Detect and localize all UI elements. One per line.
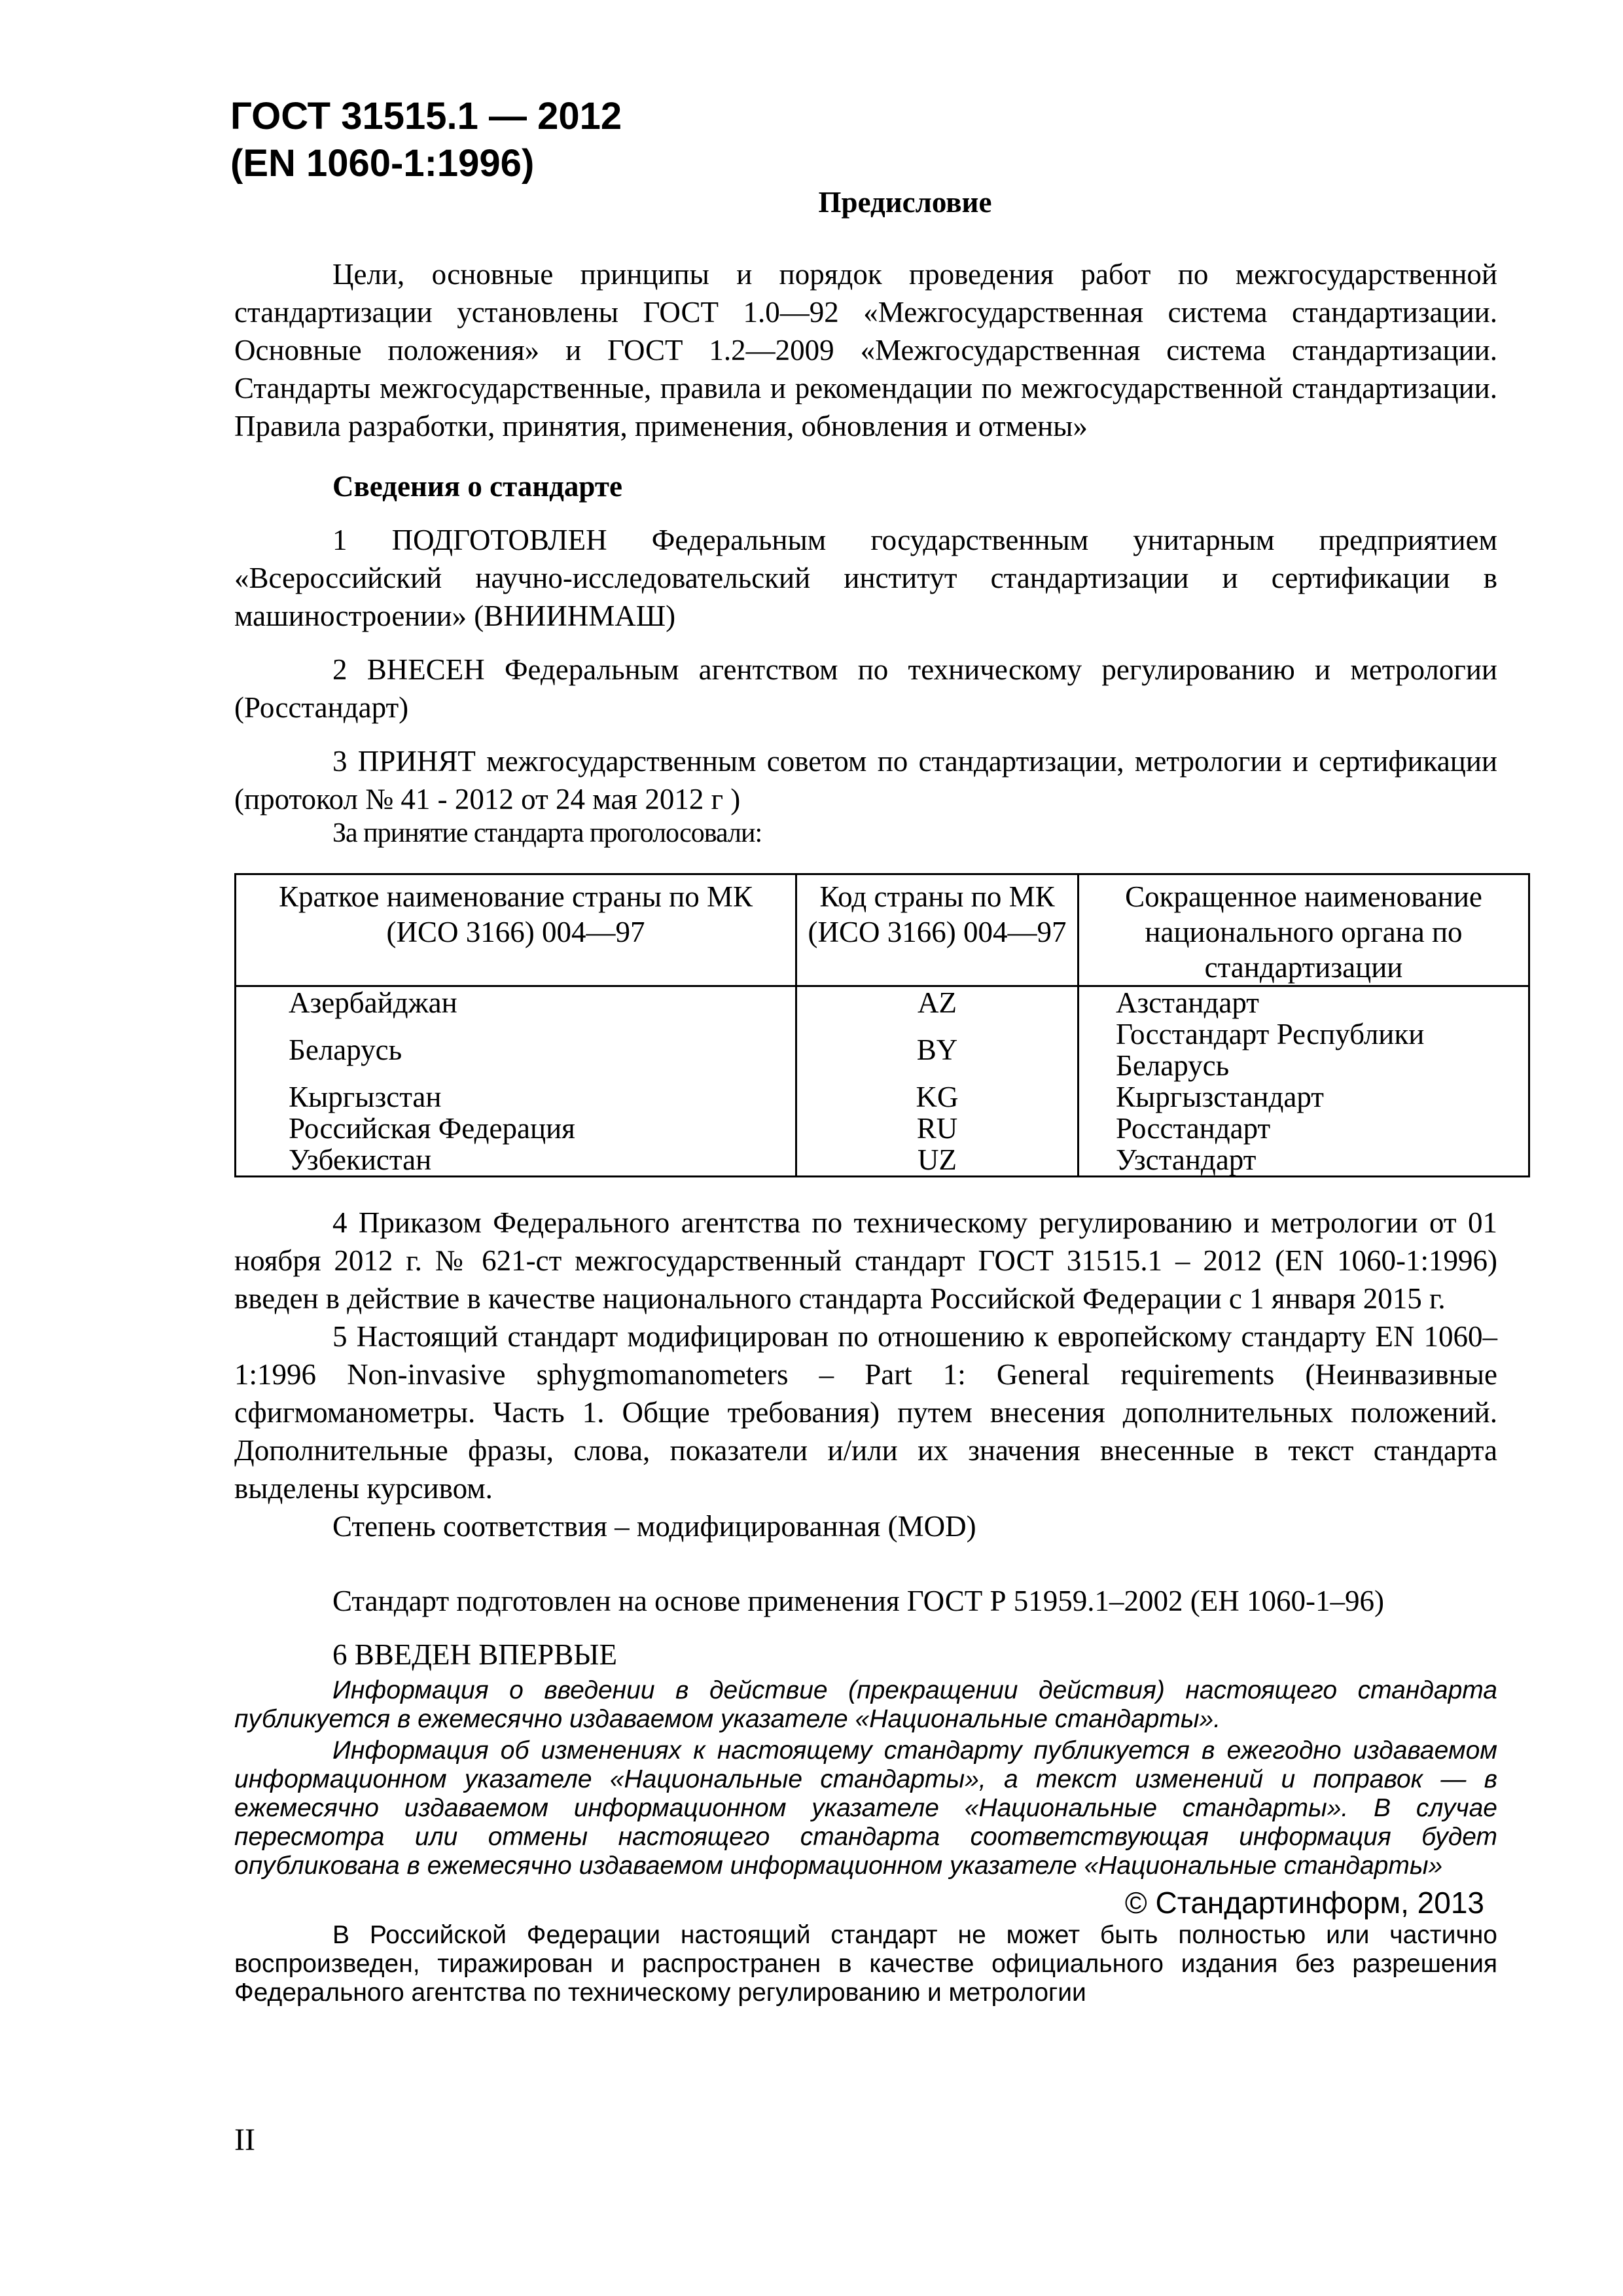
header-national-body: Сокращенное наименование национального органа по стандартизации xyxy=(1079,874,1529,986)
info-item-3: 3 ПРИНЯТ межгосударственным советом по стандартизации, метрологии и сертификации (протокол № 41 - 2012 от 24 мая 2012 г ) xyxy=(234,745,1497,816)
table-row xyxy=(236,1113,1529,1144)
vote-label: За принятие стандарта проголосовали: xyxy=(332,818,762,848)
document-body xyxy=(234,183,1497,2007)
preface-text: Цели, основные принципы и порядок проведения работ по межгосударственной стандартизации установлены ГОСТ 1.0—92 «Межгосударственная система стандартизации. Основные положения» и ГОСТ 1.2—2009 «Межгосударственная система стандартизации. Стандарты межгосударственные, правила и рекомендации по межгосударственной стандартизации. Правила разработки, принятия, применения, обновления и отмены» xyxy=(234,258,1497,442)
info-item-6: 6 ВВЕДЕН ВПЕРВЫЕ xyxy=(332,1638,617,1671)
page-number: II xyxy=(234,2123,255,2157)
table-row xyxy=(236,1144,1529,1177)
info-item-2: 2 ВНЕСЕН Федеральным агентством по техническому регулированию и метрологии (Росстандарт) xyxy=(234,653,1497,724)
national-body: Азстандарт xyxy=(1079,986,1529,1019)
country-name: Беларусь xyxy=(236,1018,796,1081)
conformity-degree: Степень соответствия – модифицированная (MOD) xyxy=(332,1510,976,1543)
national-body: Госстандарт Республики Беларусь xyxy=(1079,1018,1529,1081)
standard-basis: Стандарт подготовлен на основе применения ГОСТ Р 51959.1–2002 (ЕН 1060-1–96) xyxy=(332,1585,1384,1617)
country-code: UZ xyxy=(796,1144,1079,1177)
header-country-name: Краткое наименование страны по МК (ИСО 3166) 004—97 xyxy=(236,874,796,986)
standard-equivalent: (EN 1060-1:1996) xyxy=(230,142,535,185)
countries-table xyxy=(234,873,1530,1177)
info-item-1: 1 ПОДГОТОВЛЕН Федеральным государственным унитарным предприятием «Всероссийский научно-исследовательский институт стандартизации и сертификации в машиностроении» (ВНИИНМАШ) xyxy=(234,524,1497,632)
national-body: Узстандарт xyxy=(1079,1144,1529,1177)
table-header-row xyxy=(236,874,1529,986)
country-code: BY xyxy=(796,1018,1079,1081)
amendments-info-note: Информация об изменениях к настоящему стандарту публикуется в ежегодно издаваемом информационном указателе «Национальные стандарты», а текст изменений и поправок — в ежемесячно издаваемом информационном указателе «Национальные стандарты». В случае пересмотра или отмены настоящего стандарта соответствующая информация будет опубликована в ежемесячно издаваемом информационном указателе «Национальные стандарты» xyxy=(234,1736,1497,1880)
country-name: Узбекистан xyxy=(236,1144,796,1177)
country-name: Российская Федерация xyxy=(236,1113,796,1144)
country-name: Кыргызстан xyxy=(236,1081,796,1113)
copyright-line: © Стандартинформ, 2013 xyxy=(1124,1886,1484,1920)
standard-info-title: Сведения о стандарте xyxy=(332,470,622,503)
table-row xyxy=(236,1018,1529,1081)
info-item-5: 5 Настоящий стандарт модифицирован по отношению к европейскому стандарту EN 1060–1:1996 Non-invasive sphygmomanometers – Part 1: General requirements (Неинвазивные сфигмоманометры. Часть 1. Общие требования) путем внесения дополнительных положений. Дополнительные фразы, слова, показатели и/или их значения внесенные в текст стандарта выделены курсивом. xyxy=(234,1320,1497,1505)
standard-number: ГОСТ 31515.1 — 2012 xyxy=(230,95,622,137)
reproduction-notice: В Российской Федерации настоящий стандарт не может быть полностью или частично воспроизведен, тиражирован и распространен в качестве официального издания без разрешения Федерального агентства по техническому регулированию и метрологии xyxy=(234,1921,1497,2007)
country-code: KG xyxy=(796,1081,1079,1113)
info-item-4: 4 Приказом Федерального агентства по техническому регулированию и метрологии от 01 ноября 2012 г. № 621-ст межгосударственный стандарт ГОСТ 31515.1 – 2012 (EN 1060-1:1996) введен в действие в качестве национального стандарта Российской Федерации с 1 января 2015 г. xyxy=(234,1206,1497,1315)
national-body: Росстандарт xyxy=(1079,1113,1529,1144)
publication-info-note: Информация о введении в действие (прекращении действия) настоящего стандарта публикуется в ежемесячно издаваемом указателе «Национальные стандарты». xyxy=(234,1676,1497,1733)
national-body: Кыргызстандарт xyxy=(1079,1081,1529,1113)
header-country-code: Код страны по МК (ИСО 3166) 004—97 xyxy=(796,874,1079,986)
table-row xyxy=(236,1081,1529,1113)
country-name: Азербайджан xyxy=(236,986,796,1019)
table-row xyxy=(236,986,1529,1019)
country-code: RU xyxy=(796,1113,1079,1144)
country-code: AZ xyxy=(796,986,1079,1019)
preface-title: Предисловие xyxy=(818,186,992,219)
document-code xyxy=(230,93,622,187)
